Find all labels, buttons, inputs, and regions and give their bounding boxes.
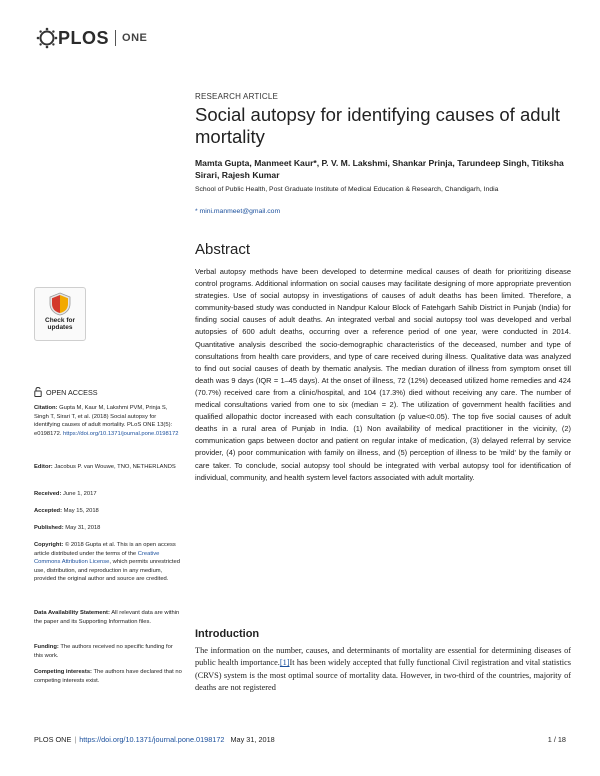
- plos-logo: [36, 27, 147, 49]
- editor-label: Editor:: [34, 464, 53, 470]
- editor-block: [34, 463, 182, 472]
- citation-doi-link[interactable]: https://doi.org/10.1371/journal.pone.0198172: [63, 430, 179, 437]
- email-link[interactable]: mini.manmeet@gmail.com: [199, 208, 281, 215]
- copyright-text: © 2018 Gupta et al. This is an open access article distributed under the terms of the: [34, 542, 176, 557]
- footer-separator: |: [74, 735, 77, 744]
- abstract-text: Verbal autopsy methods have been developed to determine medical causes of death for prioritizing disease control programs. Additional information on social causes may facilitate designing of more appropriate prevention strategies. Use of social autopsy in investigations of causes of adult deaths has been limited. Therefore, a community-based study was conducted in Nandpur Kalour Block of Fatehgarh Sahib District in Punjab (India) for finding social causes of adult deaths. An integrated verbal and social autopsy tool was developed and verbal autopsies of 600 adult deaths, occurring over a reference period of one year, were conducted in 2014. Quantitative analysis described the socio-demographic characteristics of the deceased, number and type of consultations from health care providers, and type of care received during illness. Qualitative data was analyzed to find out social causes of death by thematic analysis. The median duration of illness from symptom onset till death was 9 days (IQR = 1–45 days). At the onset of illness, 72 (12%) deceased utilized home remedies and 424 (70.7%) received care from a clinic/hospital, and 104 (17.3%) died without receiving any care. The number of medical consultations varied from one to six (median = 2). The utilization of government health facilities and qualified allopathic doctor increased with each consultation (p value<0.05). The top five social causes of adult deaths in a rural area of Punjab in India. (1) Non availability of medical practitioner in the vicinity, (2) communication gaps between doctor and patient on regular intake of medication, (3) delayed referral by service provider, (4) poor communication with family on illness, and (5) perception of illness to be 'mild' by the family or care taker. To conclude, social autopsy tool should be integrated with verbal autopsy tool for identification of individual, community, and health system level factors associated with adult mortality.: [195, 267, 571, 482]
- published-block: [34, 524, 182, 533]
- editor-text: Jacobus P. van Wouwe, TNO, NETHERLANDS: [54, 464, 176, 470]
- introduction-heading: Introduction: [195, 628, 260, 640]
- competing-interests-text: The authors have declared that no competing interests exist.: [34, 669, 182, 684]
- open-access-badge: [34, 387, 98, 397]
- plos-wordmark: PLOS: [58, 27, 110, 48]
- citation-text: Gupta M, Kaur M, Lakshmi PVM, Prinja S, Singh T, Sirari T, et al. (2018) Social autopsy for identifying causes of adult mortality. PLoS ONE 13(5): e0198172.: [34, 405, 173, 437]
- intro-text-end: It has been widely accepted that fully functional Civil registration and vital statistics (CRVS) system is the most optimal source of mortality data. However, in two-third of the countries, majority of deaths are not registered: [195, 658, 571, 692]
- check-updates-label: Check for updates: [45, 317, 75, 331]
- footer-date: May 31, 2018: [230, 735, 275, 744]
- introduction-text: [195, 645, 571, 694]
- funding-block: [34, 643, 182, 660]
- check-updates-icon: [49, 292, 71, 316]
- page-footer: [34, 735, 566, 744]
- data-availability-block: [34, 609, 182, 626]
- accepted-label: Accepted:: [34, 508, 63, 514]
- published-date: May 31, 2018: [65, 525, 101, 531]
- accepted-block: [34, 507, 182, 516]
- plos-dots-icon: [36, 27, 58, 49]
- corresponding-star: *: [195, 208, 198, 215]
- data-availability-text: All relevant data are within the paper and its Supporting Information files.: [34, 610, 180, 625]
- copyright-block: [34, 541, 182, 584]
- footer-journal: PLOS ONE: [34, 735, 72, 744]
- license-link[interactable]: Creative Commons Attribution License: [34, 550, 160, 566]
- open-access-label: OPEN ACCESS: [46, 387, 98, 397]
- published-label: Published:: [34, 525, 64, 531]
- page-number: 1 / 18: [547, 735, 566, 744]
- article-type: RESEARCH ARTICLE: [195, 92, 279, 101]
- citation-label: Citation:: [34, 405, 58, 411]
- citation-block: [34, 404, 182, 438]
- footer-doi-link[interactable]: https://doi.org/10.1371/journal.pone.0198172: [79, 735, 225, 744]
- journal-name: ONE: [122, 32, 148, 44]
- affiliation: School of Public Health, Post Graduate Institute of Medical Education & Research, Chandigarh, India: [195, 186, 499, 193]
- corresponding-email: [195, 208, 280, 215]
- open-lock-icon: [34, 387, 42, 397]
- author-list: Mamta Gupta, Manmeet Kaur*, P. V. M. Lakshmi, Shankar Prinja, Tarundeep Singh, Titiksha Sirari, Rajesh Kumar: [195, 158, 564, 180]
- logo-divider: [115, 30, 116, 46]
- copyright-text-end: , which permits unrestricted use, distribution, and reproduction in any medium, provided the original author and source are credited.: [34, 559, 180, 583]
- copyright-label: Copyright:: [34, 542, 64, 548]
- funding-text: The authors received no specific funding for this work.: [34, 644, 173, 659]
- received-label: Received:: [34, 491, 62, 497]
- intro-text-start: The information on the number, causes, and determinants of mortality are essential for determining diseases of public health importance.: [195, 646, 571, 668]
- funding-label: Funding:: [34, 644, 59, 650]
- competing-interests-block: [34, 668, 182, 685]
- check-for-updates-badge[interactable]: [34, 287, 86, 341]
- received-block: [34, 490, 182, 499]
- data-availability-label: Data Availability Statement:: [34, 610, 110, 616]
- accepted-date: May 15, 2018: [63, 508, 99, 514]
- abstract-heading: Abstract: [195, 241, 251, 258]
- article-title: Social autopsy for identifying causes of adult mortality: [195, 104, 561, 147]
- received-date: June 1, 2017: [63, 491, 97, 497]
- competing-interests-label: Competing interests:: [34, 669, 92, 675]
- reference-link[interactable]: [1]: [279, 658, 290, 668]
